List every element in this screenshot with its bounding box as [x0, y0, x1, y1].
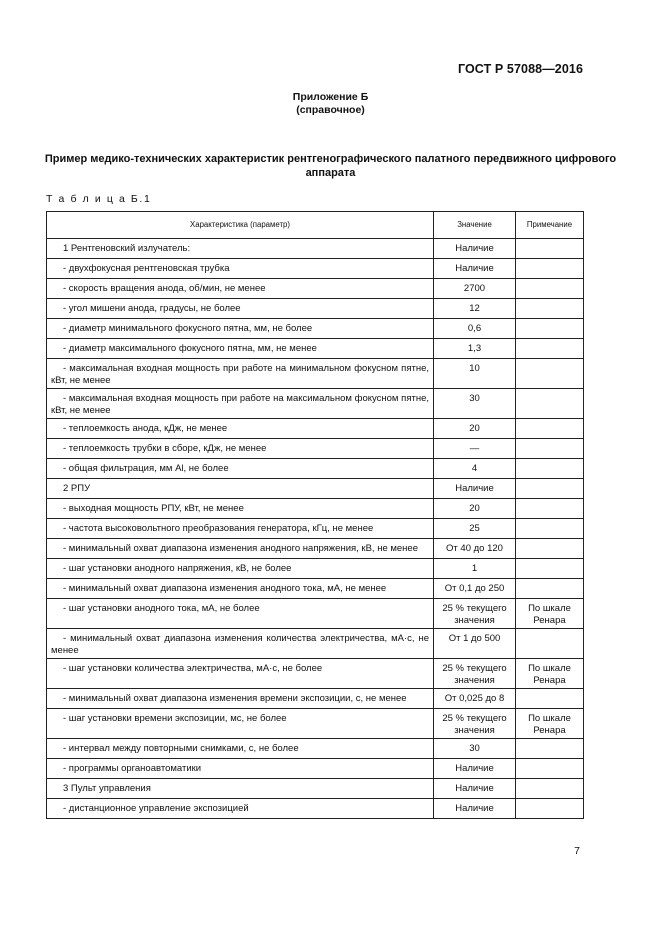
value-cell: —: [434, 439, 516, 459]
parameter-cell: - диаметр максимального фокусного пятна, мм, не менее: [47, 339, 434, 359]
parameter-cell: - шаг установки анодного тока, мА, не более: [47, 599, 434, 629]
value-cell: 30: [434, 739, 516, 759]
note-cell: [516, 629, 584, 659]
value-cell: От 0,1 до 250: [434, 579, 516, 599]
value-cell: 4: [434, 459, 516, 479]
value-cell: 25: [434, 519, 516, 539]
note-cell: [516, 579, 584, 599]
table-row: [47, 419, 584, 439]
value-cell: 25 % текущего значения: [434, 709, 516, 739]
table-row: [47, 539, 584, 559]
table-row: [47, 709, 584, 739]
value-cell: От 40 до 120: [434, 539, 516, 559]
parameter-cell: - минимальный охват диапазона изменения анодного тока, мА, не менее: [47, 579, 434, 599]
note-cell: [516, 559, 584, 579]
table-row: [47, 739, 584, 759]
table-header-row: [47, 212, 584, 239]
note-cell: [516, 259, 584, 279]
annex-title: Приложение Б: [292, 91, 369, 103]
parameter-cell: - угол мишени анода, градусы, не более: [47, 299, 434, 319]
table-row: [47, 499, 584, 519]
table-row: [47, 359, 584, 389]
value-cell: 12: [434, 299, 516, 319]
table-row: [47, 459, 584, 479]
table-row: [47, 689, 584, 709]
note-cell: [516, 359, 584, 389]
note-cell: [516, 799, 584, 819]
table-row: [47, 479, 584, 499]
note-cell: По шкале Ренара: [516, 659, 584, 689]
parameter-cell: - минимальный охват диапазона изменения количества электричества, мА·с, не менее: [47, 629, 434, 659]
value-cell: Наличие: [434, 799, 516, 819]
parameter-cell: - шаг установки анодного напряжения, кВ, не более: [47, 559, 434, 579]
parameter-cell: - максимальная входная мощность при работе на максимальном фокусном пятне, кВт, не менее: [47, 389, 434, 419]
column-header-value: Значение: [434, 212, 516, 239]
parameter-cell: - диаметр минимального фокусного пятна, мм, не более: [47, 319, 434, 339]
note-cell: [516, 389, 584, 419]
note-cell: [516, 439, 584, 459]
value-cell: 1: [434, 559, 516, 579]
table-row: [47, 319, 584, 339]
parameter-cell: 3 Пульт управления: [47, 779, 434, 799]
value-cell: От 0,025 до 8: [434, 689, 516, 709]
parameter-cell: 1 Рентгеновский излучатель:: [47, 239, 434, 259]
page-number: 7: [574, 845, 580, 857]
note-cell: [516, 239, 584, 259]
note-cell: [516, 539, 584, 559]
note-cell: [516, 419, 584, 439]
table-row: [47, 299, 584, 319]
parameter-cell: - шаг установки времени экспозиции, мс, не более: [47, 709, 434, 739]
standard-number: ГОСТ Р 57088—2016: [457, 62, 583, 76]
value-cell: 20: [434, 419, 516, 439]
parameter-cell: - частота высоковольтного преобразования генератора, кГц, не менее: [47, 519, 434, 539]
column-header-parameter: Характеристика (параметр): [47, 212, 434, 239]
table-row: [47, 439, 584, 459]
value-cell: 20: [434, 499, 516, 519]
spec-table: [46, 211, 584, 819]
table-row: [47, 759, 584, 779]
table-row: [47, 599, 584, 629]
table-row: [47, 239, 584, 259]
parameter-cell: - шаг установки количества электричества, мА·с, не более: [47, 659, 434, 689]
value-cell: 25 % текущего значения: [434, 599, 516, 629]
value-cell: 10: [434, 359, 516, 389]
value-cell: 25 % текущего значения: [434, 659, 516, 689]
parameter-cell: - общая фильтрация, мм Al, не более: [47, 459, 434, 479]
value-cell: 1,3: [434, 339, 516, 359]
value-cell: 0,6: [434, 319, 516, 339]
note-cell: [516, 279, 584, 299]
table-row: [47, 779, 584, 799]
parameter-cell: - минимальный охват диапазона изменения времени экспозиции, с, не менее: [47, 689, 434, 709]
parameter-cell: - скорость вращения анода, об/мин, не менее: [47, 279, 434, 299]
table-row: [47, 579, 584, 599]
parameter-cell: - интервал между повторными снимками, с, не более: [47, 739, 434, 759]
parameter-cell: - теплоемкость трубки в сборе, кДж, не менее: [47, 439, 434, 459]
parameter-cell: - программы органоавтоматики: [47, 759, 434, 779]
value-cell: Наличие: [434, 779, 516, 799]
table-row: [47, 559, 584, 579]
table-row: [47, 279, 584, 299]
parameter-cell: - теплоемкость анода, кДж, не менее: [47, 419, 434, 439]
annex-subtitle: (справочное): [296, 104, 365, 116]
parameter-cell: 2 РПУ: [47, 479, 434, 499]
note-cell: [516, 479, 584, 499]
note-cell: [516, 299, 584, 319]
annex-heading: [0, 91, 661, 117]
parameter-cell: - выходная мощность РПУ, кВт, не менее: [47, 499, 434, 519]
table-row: [47, 659, 584, 689]
value-cell: Наличие: [434, 479, 516, 499]
note-cell: [516, 519, 584, 539]
table-caption: Т а б л и ц а Б.1: [46, 193, 152, 205]
table-row: [47, 629, 584, 659]
table-row: [47, 259, 584, 279]
column-header-note: Примечание: [516, 212, 584, 239]
note-cell: [516, 759, 584, 779]
value-cell: 30: [434, 389, 516, 419]
note-cell: [516, 689, 584, 709]
table-row: [47, 799, 584, 819]
table-row: [47, 519, 584, 539]
note-cell: [516, 499, 584, 519]
note-cell: [516, 319, 584, 339]
note-cell: По шкале Ренара: [516, 599, 584, 629]
table-body: [47, 239, 584, 819]
value-cell: От 1 до 500: [434, 629, 516, 659]
value-cell: Наличие: [434, 239, 516, 259]
parameter-cell: - дистанционное управление экспозицией: [47, 799, 434, 819]
table-row: [47, 389, 584, 419]
note-cell: [516, 739, 584, 759]
value-cell: Наличие: [434, 759, 516, 779]
parameter-cell: - минимальный охват диапазона изменения анодного напряжения, кВ, не менее: [47, 539, 434, 559]
note-cell: [516, 779, 584, 799]
parameter-cell: - максимальная входная мощность при работе на минимальном фокусном пятне, кВт, не менее: [47, 359, 434, 389]
note-cell: [516, 459, 584, 479]
table-row: [47, 339, 584, 359]
note-cell: [516, 339, 584, 359]
value-cell: Наличие: [434, 259, 516, 279]
document-title: Пример медико-технических характеристик рентгенографического палатного передвижного цифрового аппарата: [44, 153, 617, 179]
parameter-cell: - двухфокусная рентгеновская трубка: [47, 259, 434, 279]
value-cell: 2700: [434, 279, 516, 299]
note-cell: По шкале Ренара: [516, 709, 584, 739]
